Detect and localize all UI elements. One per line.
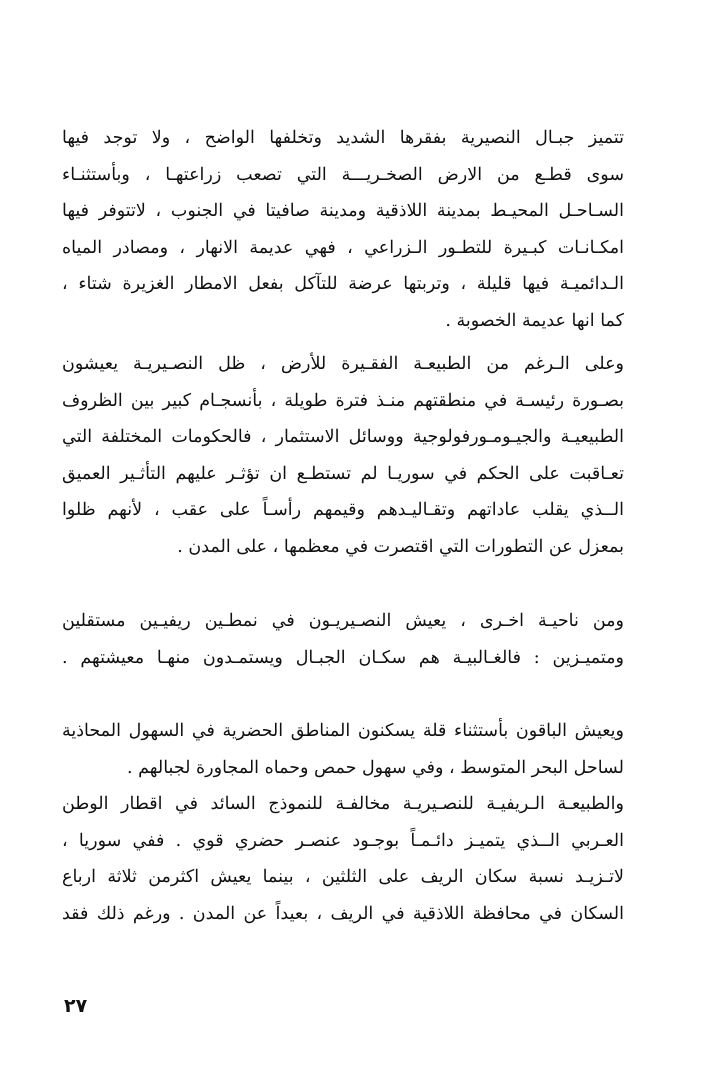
text-line: لاتـزيـد نسبة سكان الريف على الثلثين ، بينما يعيش اكثرمن ثلاثة ارباع	[62, 867, 624, 887]
text-line: والطبيعـة الـريفيـة للنصـيريـة مخالفـة للنموذج السائد في اقطار الوطن	[62, 794, 624, 814]
text-line: ومن ناحيـة اخـرى ، يعيش النصـيريـون في نمطـين ريفيـين مستقلين	[62, 611, 624, 631]
text-line: السـاحـل المحيـط بمدينة اللاذقية ومدينة صافيتا في الجنوب ، لاتتوفر فيها	[62, 201, 624, 221]
text-line: تتميز جبـال النصيرية بفقرها الشديد وتخلفها الواضح ، ولا توجد فيها	[62, 128, 624, 148]
text-line: ويعيش الباقون بأستثناء قلة يسكنون المناطق الحضرية في السهول المحاذية	[62, 721, 624, 741]
text-line: ومتميـزين : فالغـالبيـة هم سكـان الجبـال ويستمـدون منهـا معيشتهم .	[62, 647, 624, 668]
text-line: العـربي الــذي يتميـز دائـمـاً بوجـود عنصـر حضري قوي . ففي سوريا ،	[62, 830, 624, 851]
text-line: بصـورة رئيسـة في منطقتهم منـذ فترة طويلة ، بأنسجـام كبير بين الظروف	[62, 390, 624, 411]
text-line: السكان في محافظة اللاذقية في الريف ، بعيداً عن المدن . ورغم ذلك فقد	[62, 903, 624, 924]
text-line: الــذي يقلب عاداتهم وتقـاليـدهم وقيمهم رأسـاً على عقب ، لأنهم ظلوا	[62, 500, 624, 520]
text-line: كما انها عديمة الخصوبة .	[445, 310, 624, 331]
text-line: امكـانـات كبـيرة للتطـور الـزراعي ، فهي عديمة الانهار ، ومصادر المياه	[62, 237, 624, 258]
page-number: ٢٧	[64, 995, 88, 1017]
paragraph-1	[62, 120, 624, 339]
text-line: الـدائميـة فيها قليلة ، وتربتها عرضة للتآكل بفعل الامطار الغزيرة شتاء ،	[62, 274, 624, 294]
paragraph-2	[62, 346, 624, 565]
text-line: وعلى الـرغم من الطبيعـة الفقـيرة للأرض ، ظل النصـيريـة يعيشون	[62, 354, 624, 374]
text-line: الطبيعيـة والجيـومـورفولوجية ووسائل الاستثمار ، فالحكومات المختلفة التي	[62, 427, 624, 447]
paragraph-4	[62, 713, 624, 932]
paragraph-3	[62, 603, 624, 676]
text-line: لساحل البحر المتوسط ، وفي سهول حمص وحماه المجاورة لجبالهم .	[127, 757, 624, 778]
text-line: سوى قطـع من الارض الصخـريـــة التي تصعب زراعتهـا ، وبأستثنـاء	[62, 164, 624, 185]
text-line: بمعزل عن التطورات التي اقتصرت في معظمها ، على المدن .	[177, 536, 624, 557]
text-line: تعـاقبت على الحكم في سوريـا لم تستطـع ان تؤثـر عليهم التأثـير العميق	[62, 463, 624, 484]
